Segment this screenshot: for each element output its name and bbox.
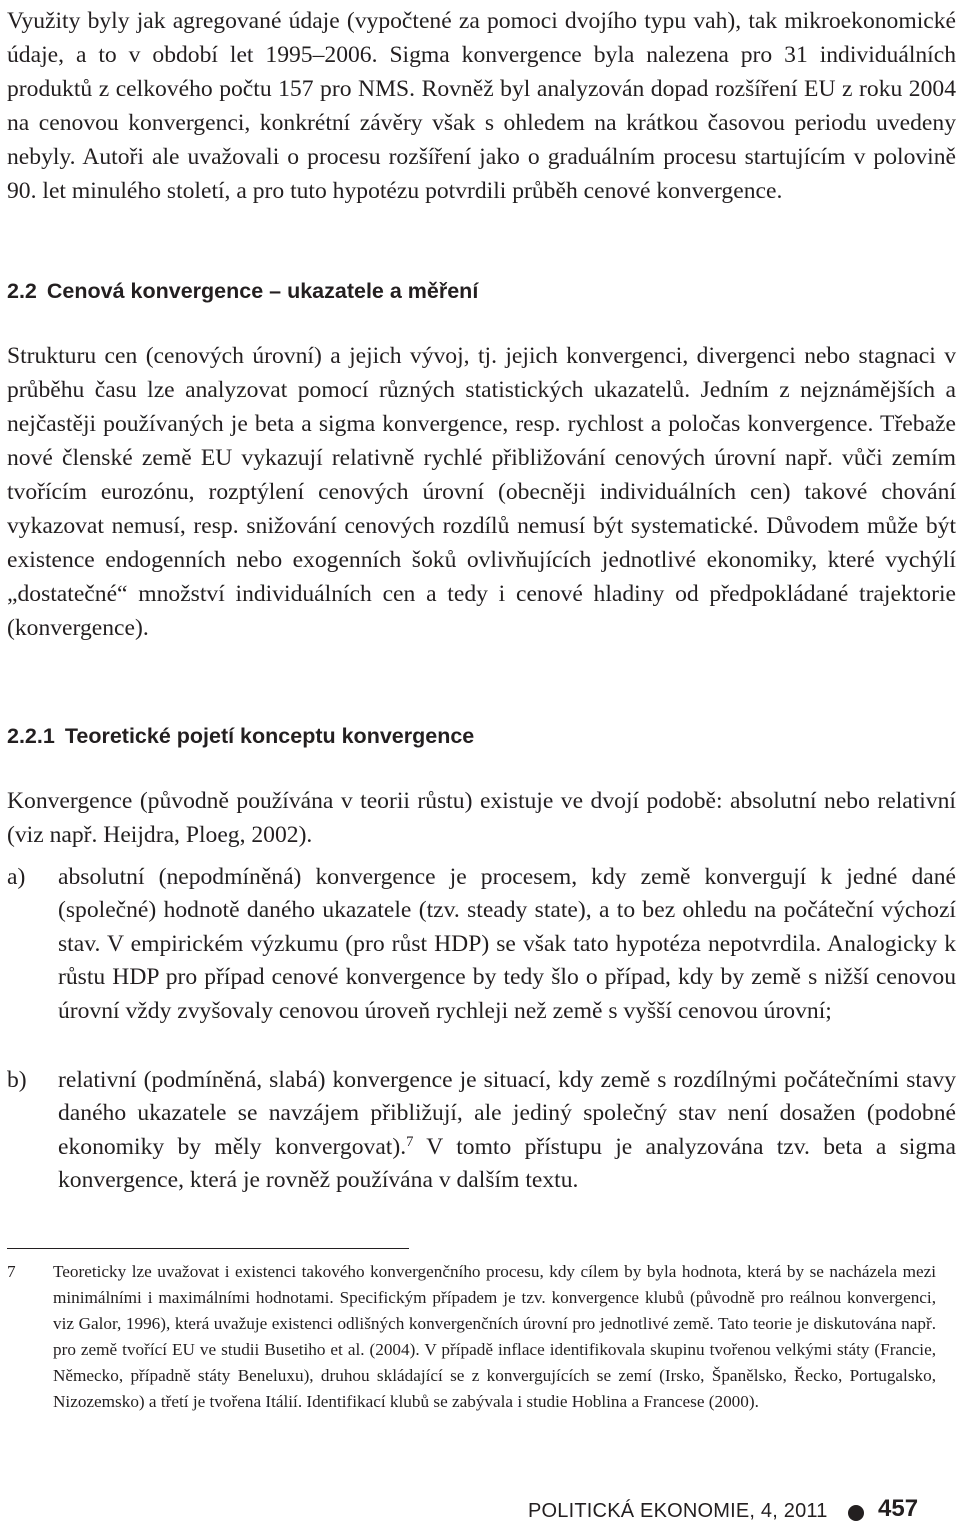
section-2-2-paragraph: Strukturu cen (cenových úrovní) a jejich vývoj, tj. jejich konvergenci, divergenci nebo stagnaci v průběhu času lze analyzovat pomocí různých statistických ukazatelů. Jedním z nejznámějších a nejčastěji používaných je beta a sigma konvergence, resp. rychlost a poločas konvergence. Třebaže nové členské země EU vykazují relativně rychlé přibližování cenových úrovní např. vůči zemím tvořícím eurozónu, rozptýlení cenových úrovní (obecněji individuálních cen) takové chování vykazovat nemusí, resp. snižování cenových rozdílů nemusí být systematické. Důvodem může být existence endogenních nebo exogenních šoků ovlivňujících jednotlivé ekonomiky, které vychýlí „dostatečné“ množství individuálních cen a tedy i cenové hladiny od předpokládané trajektorie (konvergence). bbox=[7, 343, 956, 641]
intro-paragraph: Využity byly jak agregované údaje (vypočtené za pomoci dvojího typu vah), tak mikroekonomické údaje, a to v období let 1995–2006. Sigma konvergence byla nalezena pro 31 individuálních produktů z celkového počtu 157 pro NMS. Rovněž byl analyzován dopad rozšíření EU z roku 2004 na cenovou konvergenci, konkrétní závěry však s ohledem na krátkou časovou periodu uvedeny nebyly. Autoři ale uvažovali o procesu rozšíření jako o graduálním procesu startujícím v polovině 90. let minulého století, a pro tuto hypotézu potvrdili průběh cenové konvergence. bbox=[7, 8, 956, 204]
section-title: Cenová konvergence – ukazatele a měření bbox=[46, 279, 479, 303]
list-item-text: absolutní (nepodmíněná) konvergence je procesem, kdy země konvergují k jedné dané (společné) hodnotě daného ukazatele (tzv. steady state), a to bez ohledu na počáteční výchozí stav. V empirickém výzkumu (pro růst HDP) se však tato hypotéza nepotvrdila. Analogicky k růstu HDP pro případ cenové konvergence by tedy šlo o případ, kdy by země s nižší cenovou úrovní vždy zvyšovaly cenovou úroveň rychleji než země s vyšší cenovou úrovní; bbox=[58, 864, 956, 1024]
list-item-b bbox=[7, 1064, 956, 1198]
footnote bbox=[7, 1259, 936, 1416]
journal-running-footer: POLITICKÁ EKONOMIE, 4, 2011 bbox=[528, 1500, 828, 1522]
list-item-a bbox=[7, 861, 956, 1028]
section-number: 2.2 bbox=[7, 279, 37, 303]
section-heading-2-2-1 bbox=[7, 721, 474, 751]
list-item-text-part: relativní (podmíněná, slabá) konvergence je situací, kdy země s rozdílnými počátečními stavy daného ukazatele se navzájem přibližují, ale jediný společný stav není dosažen (podobné ekonomiky by měly konvergovat). bbox=[58, 1067, 956, 1160]
footer-bullet-icon bbox=[848, 1505, 864, 1521]
page-number: 457 bbox=[878, 1495, 919, 1522]
section-heading-2-2 bbox=[7, 276, 478, 306]
list-marker: b) bbox=[7, 1067, 27, 1093]
section-2-2-1-paragraph: Konvergence (původně používána v teorii růstu) existuje ve dvojí podobě: absolutní nebo relativní (viz např. Heijdra, Ploeg, 2002). bbox=[7, 788, 956, 848]
list-item-text-part: V tomto přístupu je analyzována tzv. beta a sigma konvergence, která je rovněž používána v dalším textu. bbox=[58, 1133, 956, 1194]
list-item-text bbox=[58, 1064, 956, 1198]
footnote-number: 7 bbox=[7, 1262, 16, 1281]
footnote-text: Teoreticky lze uvažovat i existenci takového konvergenčního procesu, kdy cílem by byla hodnota, která by se nacházela mezi minimálními i maximálními hodnotami. Specifickým případem je tzv. konvergence klubů (původně pro reálnou konvergenci, viz Galor, 1996), která uvažuje existenci odlišných konvergenčních úrovní pro jednotlivé země. Tato teorie je diskutována např. pro země tvořící EU ve studii Busetiho et al. (2004). V případě inflace identifikovala skupinu tvořenou velkými státy (Francie, Německo, případně státy Beneluxu), druhou skládající se z konvergujících se zemí (Irsko, Španělsko, Řecko, Portugalsko, Nizozemsko) a třetí je tvořena Itálií. Identifikací klubů se zabývala i studie Hoblina a Francese (2000). bbox=[53, 1262, 936, 1412]
subsection-title: Teoretické pojetí konceptu konvergence bbox=[64, 724, 475, 748]
footnote-separator bbox=[7, 1248, 409, 1249]
footnote-reference[interactable]: 7 bbox=[406, 1133, 414, 1150]
subsection-number: 2.2.1 bbox=[7, 724, 55, 748]
list-marker: a) bbox=[7, 864, 26, 890]
